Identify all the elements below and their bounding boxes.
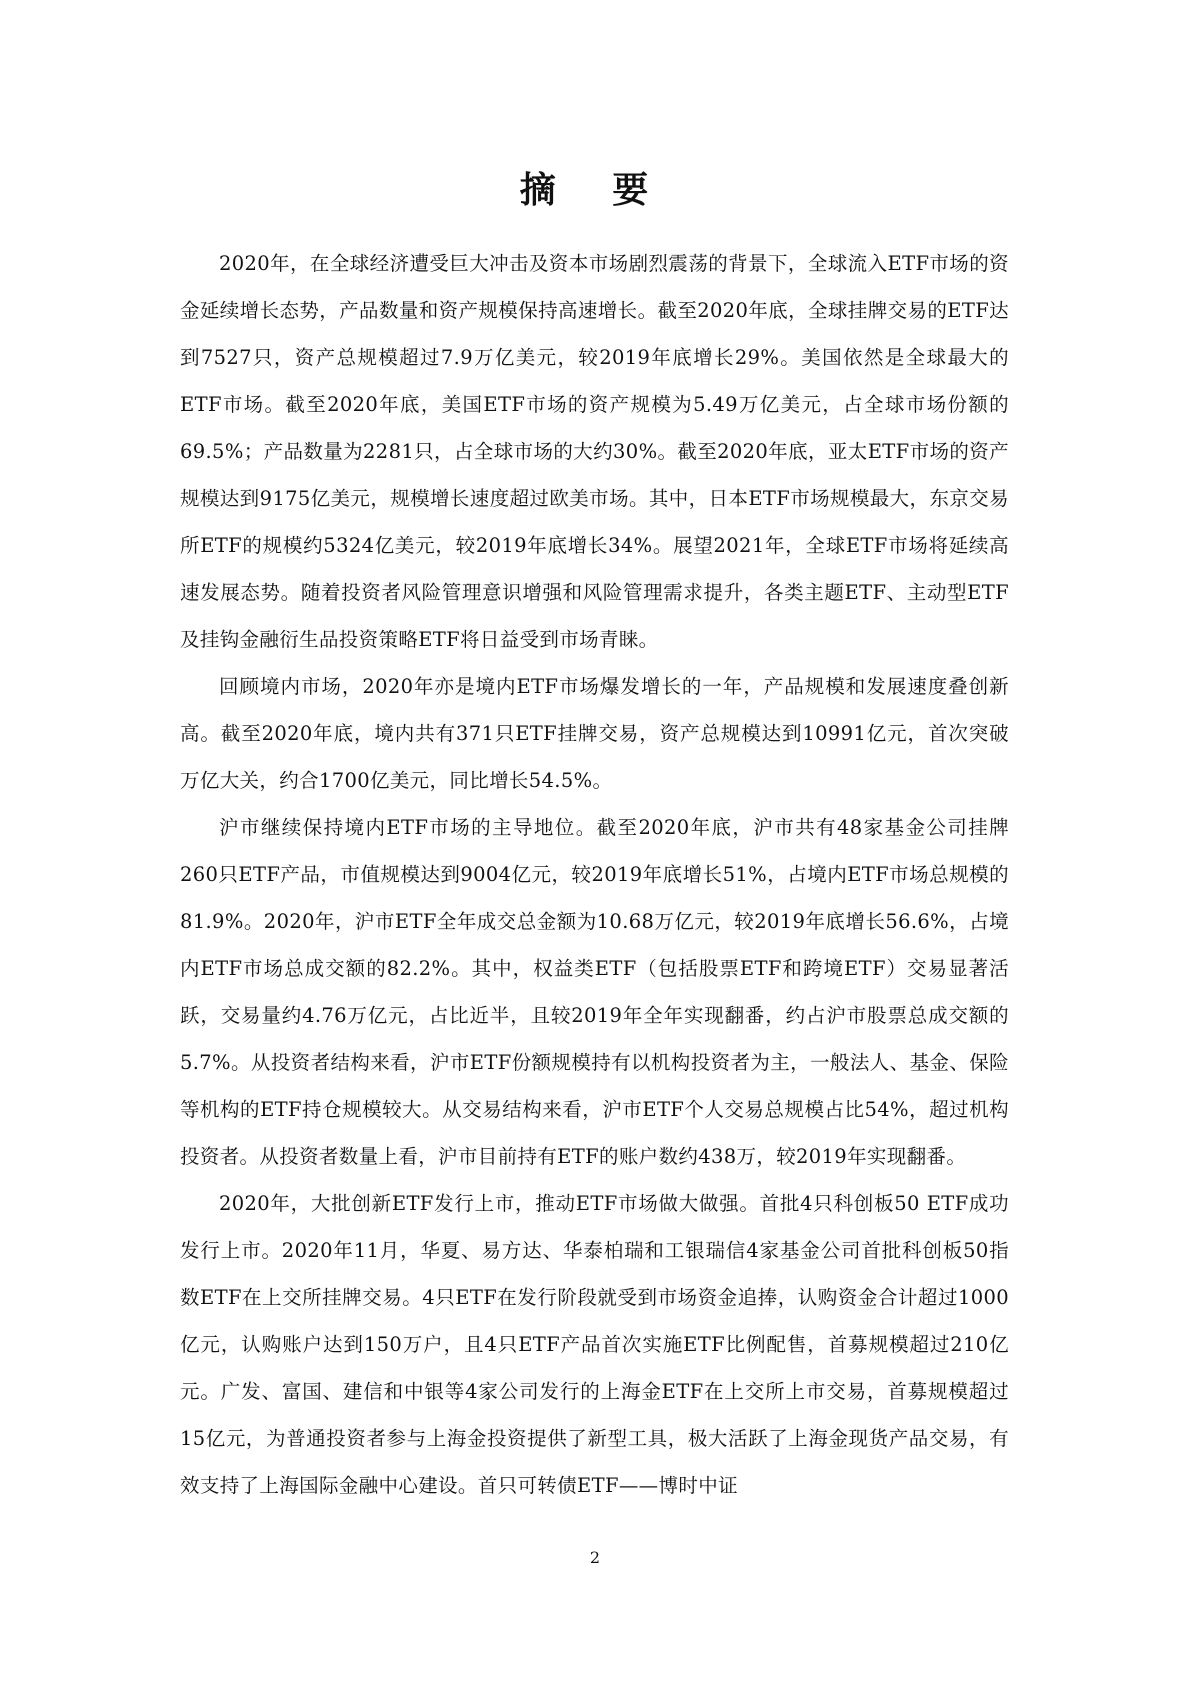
paragraph-global-etf: 2020年，在全球经济遭受巨大冲击及资本市场剧烈震荡的背景下，全球流入ETF市场的资金延续增长态势，产品数量和资产规模保持高速增长。截至2020年底，全球挂牌交易的ETF达到7527只，资产总规模超过7.9万亿美元，较2019年底增长29%。美国依然是全球最大的ETF市场。截至2020年底，美国ETF市场的资产规模为5.49万亿美元，占全球市场份额的69.5%；产品数量为2281只，占全球市场的大约30%。截至2020年底，亚太ETF市场的资产规模达到9175亿美元，规模增长速度超过欧美市场。其中，日本ETF市场规模最大，东京交易所ETF的规模约5324亿美元，较2019年底增长34%。展望2021年，全球ETF市场将延续高速发展态势。随着投资者风险管理意识增强和风险管理需求提升，各类主题ETF、主动型ETF及挂钩金融衍生品投资策略ETF将日益受到市场青睐。 — [180, 252, 1009, 651]
page-title: 摘 要 — [519, 170, 671, 211]
body-text — [180, 240, 1009, 1509]
paragraph-shanghai-market: 沪市继续保持境内ETF市场的主导地位。截至2020年底，沪市共有48家基金公司挂牌260只ETF产品，市值规模达到9004亿元，较2019年底增长51%，占境内ETF市场总规模的81.9%。2020年，沪市ETF全年成交总金额为10.68万亿元，较2019年底增长56.6%，占境内ETF市场总成交额的82.2%。其中，权益类ETF（包括股票ETF和跨境ETF）交易显著活跃，交易量约4.76万亿元，占比近半，且较2019年全年实现翻番，约占沪市股票总成交额的5.7%。从投资者结构来看，沪市ETF份额规模持有以机构投资者为主，一般法人、基金、保险等机构的ETF持仓规模较大。从交易结构来看，沪市ETF个人交易总规模占比54%，超过机构投资者。从投资者数量上看，沪市目前持有ETF的账户数约438万，较2019年实现翻番。 — [180, 816, 1009, 1168]
page-number: 2 — [589, 1548, 601, 1567]
paragraph-domestic-market: 回顾境内市场，2020年亦是境内ETF市场爆发增长的一年，产品规模和发展速度叠创新高。截至2020年底，境内共有371只ETF挂牌交易，资产总规模达到10991亿元，首次突破万亿大关，约合1700亿美元，同比增长54.5%。 — [180, 675, 1009, 792]
paragraph-innovative-etf: 2020年，大批创新ETF发行上市，推动ETF市场做大做强。首批4只科创板50 ETF成功发行上市。2020年11月，华夏、易方达、华泰柏瑞和工银瑞信4家基金公司首批科创板50指数ETF在上交所挂牌交易。4只ETF在发行阶段就受到市场资金追捧，认购资金合计超过1000亿元，认购账户达到150万户，且4只ETF产品首次实施ETF比例配售，首募规模超过210亿元。广发、富国、建信和中银等4家公司发行的上海金ETF在上交所上市交易，首募规模超过15亿元，为普通投资者参与上海金投资提供了新型工具，极大活跃了上海金现货产品交易，有效支持了上海国际金融中心建设。首只可转债ETF——博时中证 — [180, 1192, 1009, 1497]
